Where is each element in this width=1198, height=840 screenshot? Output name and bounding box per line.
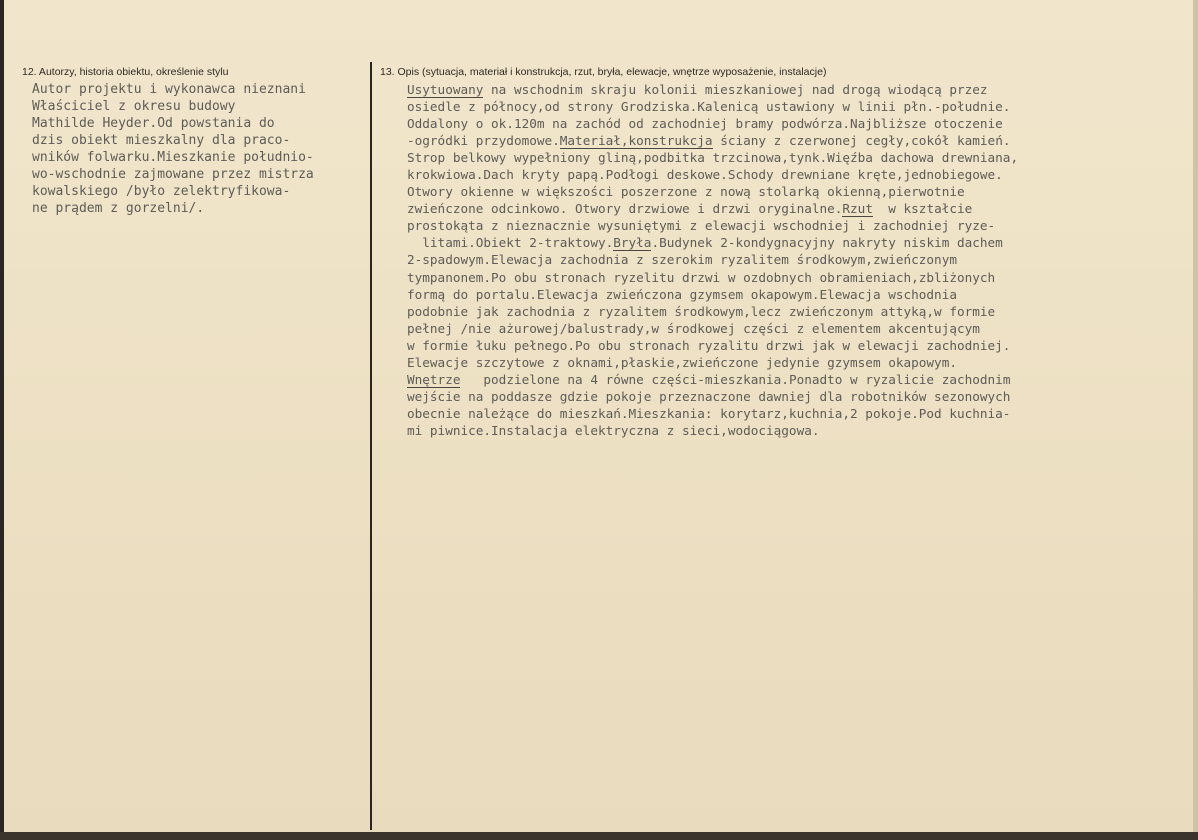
description-text-run: w formie łuku pełnego.Po obu stronach ryzalitu drzwi jak w elewacji zachodniej. xyxy=(407,337,1011,353)
authors-text xyxy=(32,81,314,217)
section-label: Usytuowany xyxy=(407,82,484,97)
description-line xyxy=(407,405,1018,422)
description-line xyxy=(407,251,1018,268)
description-line xyxy=(407,371,1018,388)
description-text-run: na wschodnim skraju kolonii mieszkaniowej nad drogą wiodącą przez xyxy=(483,82,988,97)
description-text-run: podzielone na 4 równe części-mieszkania.Ponadto w ryzalicie zachodnim xyxy=(460,371,1011,387)
description-line xyxy=(407,286,1018,303)
description-line xyxy=(407,217,1018,234)
section-label: Bryła xyxy=(613,235,652,251)
section-label: Materiał,konstrukcja xyxy=(559,133,713,149)
description-line xyxy=(407,149,1018,166)
authors-line: wników folwarku.Mieszkanie południo- xyxy=(32,150,314,166)
description-text-run: Oddalony o ok.120m na zachód od zachodniej bramy podwórza.Najbliższe otoczenie xyxy=(407,116,1003,132)
description-text-run: Otwory okienne w większości poszerzone z nową stolarką okienną,pierwotnie xyxy=(407,184,965,200)
authors-line: Autor projektu i wykonawca nieznani xyxy=(32,82,306,97)
description-text-run: krokwiowa.Dach kryty papą.Podłogi deskowe.Schody drewniane kręte,jednobiegowe. xyxy=(407,167,1003,183)
description-text-run: pełnej /nie ażurowej/balustrady,w środkowej części z elementem akcentującym xyxy=(407,320,980,336)
authors-line: wo-wschodnie zajmowane przez mistrza xyxy=(32,167,314,183)
description-text-run: ściany z czerwonej cegły,cokół kamień. xyxy=(712,133,1011,149)
description-line xyxy=(407,388,1018,405)
description-line xyxy=(407,132,1018,149)
section-label: Wnętrze xyxy=(407,371,461,387)
description-line xyxy=(407,81,1018,98)
authors-line: Właściciel z okresu budowy xyxy=(32,99,236,115)
description-line xyxy=(407,200,1018,217)
description-line xyxy=(407,303,1018,320)
description-line xyxy=(407,320,1018,337)
description-text-run: 2-spadowym.Elewacja zachodnia z szerokim ryzalitem środkowym,zwieńczonym xyxy=(407,252,957,268)
description-text-run: prostokąta z nieznacznie wysuniętymi z elewacji wschodniej i zachodniej ryze- xyxy=(407,218,996,234)
description-text-run: litami.Obiekt 2-traktowy. xyxy=(407,235,614,251)
description-text-run: obecnie należące do mieszkań.Mieszkania: korytarz,kuchnia,2 pokoje.Pod kuchnia- xyxy=(407,405,1011,421)
card-left-edge xyxy=(0,0,4,840)
description-line xyxy=(407,166,1018,183)
description-text-run: wejście na poddasze gdzie pokoje przeznaczone dawniej dla robotników sezonowych xyxy=(407,388,1011,404)
description-text-run: podobnie jak zachodnia z ryzalitem środkowym,lecz zwieńczonym attyką,w formie xyxy=(407,303,996,319)
description-text xyxy=(407,81,1018,439)
description-text-run: w kształcie xyxy=(872,201,973,217)
authors-line: ne prądem z gorzelni/. xyxy=(32,201,205,217)
authors-line: dzis obiekt mieszkalny dla praco- xyxy=(32,133,291,149)
description-line xyxy=(407,98,1018,115)
card-right-edge xyxy=(1193,0,1198,840)
description-text-run: zwieńczone odcinkowo. Otwory drzwiowe i drzwi oryginalne. xyxy=(407,201,843,217)
card-bottom-edge xyxy=(0,832,1198,840)
description-line xyxy=(407,115,1018,132)
description-line xyxy=(407,269,1018,286)
description-heading: 13. Opis (sytuacja, materiał i konstrukcja, rzut, bryła, elewacje, wnętrze wyposażenie, instalacje) xyxy=(380,66,827,78)
description-text-run: Elewacje szczytowe z oknami,płaskie,zwieńczone jedynie gzymsem okapowym. xyxy=(407,354,957,370)
column-divider xyxy=(370,62,372,830)
description-text-run: mi piwnice.Instalacja elektryczna z sieci,wodociągowa. xyxy=(407,422,820,438)
authors-line: kowalskiego /było zelektryfikowa- xyxy=(32,184,291,200)
description-line xyxy=(407,234,1018,251)
description-text-run: osiedle z północy,od strony Grodziska.Kalenicą ustawiony w linii płn.-południe. xyxy=(407,99,1011,115)
authors-line: Mathilde Heyder.Od powstania do xyxy=(32,116,275,132)
section-label: Rzut xyxy=(842,201,873,217)
description-line xyxy=(407,183,1018,200)
description-line xyxy=(407,354,1018,371)
description-text-run: -ogródki przydomowe. xyxy=(407,133,560,149)
description-text-run: formą do portalu.Elewacja zwieńczona gzymsem okapowym.Elewacja wschodnia xyxy=(407,286,957,302)
description-text-run: .Budynek 2-kondygnacyjny nakryty niskim dachem xyxy=(651,235,1003,251)
description-text-run: Strop belkowy wypełniony gliną,podbitka trzcinowa,tynk.Więźba dachowa drewniana, xyxy=(407,150,1019,166)
description-line xyxy=(407,422,1018,439)
description-line xyxy=(407,337,1018,354)
authors-heading: 12. Autorzy, historia obiektu, określenie stylu xyxy=(22,66,229,78)
description-text-run: tympanonem.Po obu stronach ryzelitu drzwi w ozdobnych obramieniach,zbliżonych xyxy=(407,269,996,285)
